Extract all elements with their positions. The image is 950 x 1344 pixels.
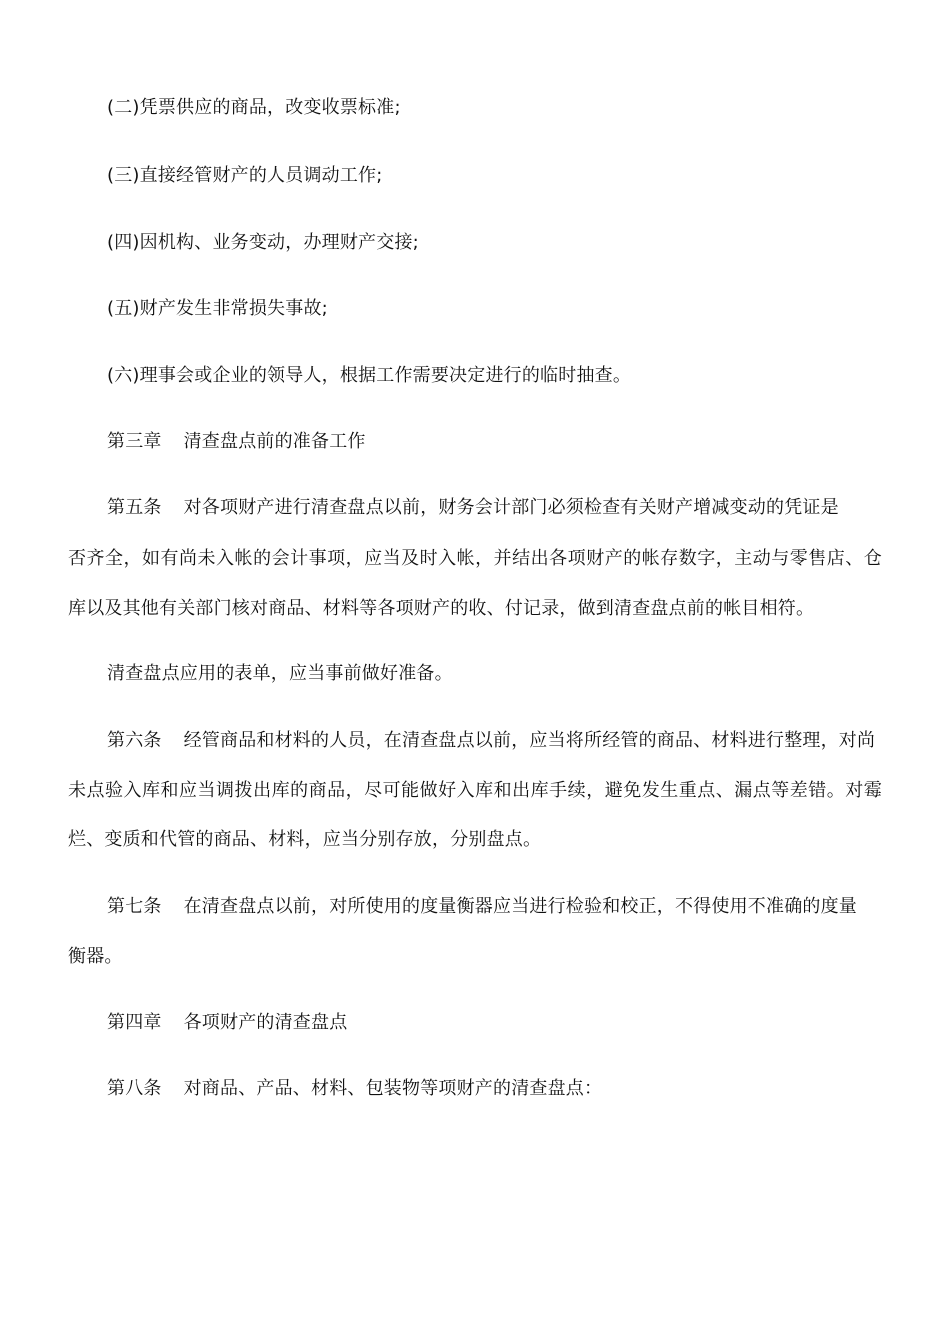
article-7-line-2: 衡器。 <box>68 946 123 967</box>
chapter-4-title: 各项财产的清查盘点 <box>183 1012 348 1033</box>
article-6-label: 第六条 <box>107 730 162 751</box>
article-7-label: 第七条 <box>107 896 162 917</box>
chapter-4-label: 第四章 <box>107 1012 162 1033</box>
list-item-3: (三)直接经管财产的人员调动工作; <box>107 165 383 186</box>
article-7-text-1: 在清查盘点以前，对所使用的度量衡器应当进行检验和校正，不得使用不准确的度量 <box>183 896 858 917</box>
chapter-3-heading <box>107 430 927 454</box>
article-8-label: 第八条 <box>107 1078 162 1099</box>
chapter-3-title: 清查盘点前的准备工作 <box>183 431 366 452</box>
chapter-3-label: 第三章 <box>107 431 162 452</box>
article-5-label: 第五条 <box>107 497 162 518</box>
article-8-line-1 <box>107 1077 927 1101</box>
article-5-line-1 <box>107 496 927 520</box>
article-6-text-1: 经管商品和材料的人员，在清查盘点以前，应当将所经管的商品、材料进行整理，对尚 <box>183 730 876 751</box>
article-6-line-2: 未点验入库和应当调拨出库的商品，尽可能做好入库和出库手续，避免发生重点、漏点等差错。对霉 <box>68 780 882 801</box>
list-item-4: (四)因机构、业务变动，办理财产交接; <box>107 232 419 253</box>
article-7-line-1 <box>107 895 927 919</box>
forms-note: 清查盘点应用的表单，应当事前做好准备。 <box>107 663 453 684</box>
list-item-5: (五)财产发生非常损失事故; <box>107 298 328 319</box>
article-6-line-1 <box>107 729 927 753</box>
list-item-6: (六)理事会或企业的领导人，根据工作需要决定进行的临时抽查。 <box>107 365 632 386</box>
article-6-line-3: 烂、变质和代管的商品、材料，应当分别存放，分别盘点。 <box>68 829 542 850</box>
list-item-2: (二)凭票供应的商品，改变收票标准; <box>107 97 401 118</box>
article-5-line-3: 库以及其他有关部门核对商品、材料等各项财产的收、付记录，做到清查盘点前的帐目相符。 <box>68 598 815 619</box>
article-5-line-2: 否齐全，如有尚未入帐的会计事项，应当及时入帐，并结出各项财产的帐存数字，主动与零售店、仓 <box>68 548 882 569</box>
chapter-4-heading <box>107 1011 927 1035</box>
article-5-text-1: 对各项财产进行清查盘点以前，财务会计部门必须检查有关财产增减变动的凭证是 <box>183 497 839 518</box>
article-8-text-1: 对商品、产品、材料、包装物等项财产的清查盘点： <box>183 1078 603 1099</box>
